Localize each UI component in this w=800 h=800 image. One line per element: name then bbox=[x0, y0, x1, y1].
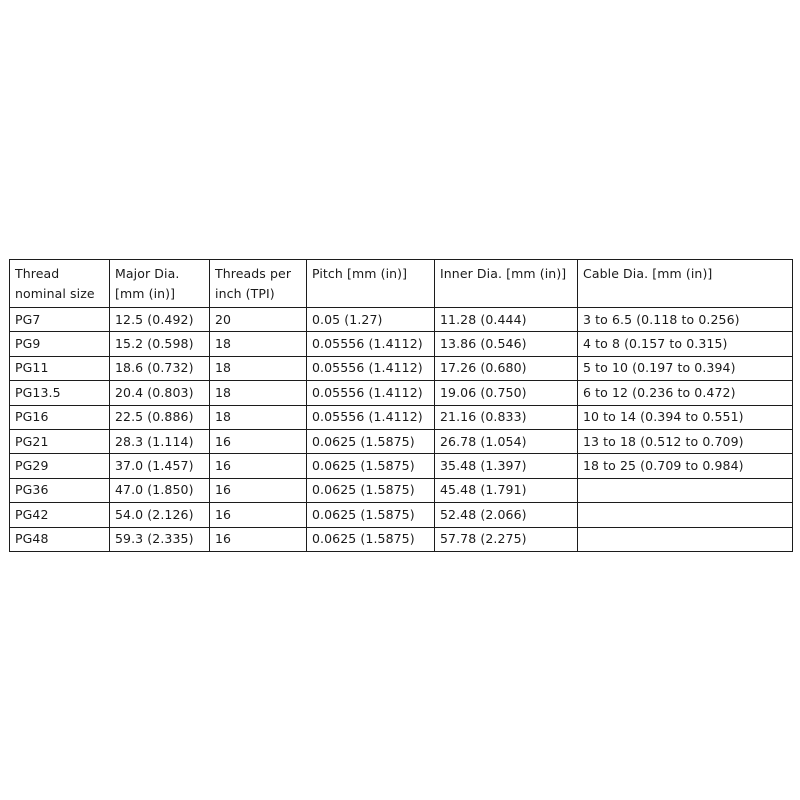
cell-pitch: 0.0625 (1.5875) bbox=[307, 503, 435, 527]
cell-thread-size: PG48 bbox=[10, 527, 110, 551]
cell-pitch: 0.0625 (1.5875) bbox=[307, 527, 435, 551]
cell-pitch: 0.05556 (1.4112) bbox=[307, 405, 435, 429]
cell-tpi: 16 bbox=[210, 478, 307, 502]
cell-inner-dia: 52.48 (2.066) bbox=[435, 503, 578, 527]
table-row bbox=[10, 503, 793, 527]
cell-tpi: 20 bbox=[210, 308, 307, 332]
cell-major-dia: 12.5 (0.492) bbox=[110, 308, 210, 332]
cell-inner-dia: 57.78 (2.275) bbox=[435, 527, 578, 551]
cell-major-dia: 54.0 (2.126) bbox=[110, 503, 210, 527]
cell-thread-size: PG9 bbox=[10, 332, 110, 356]
cell-cable-dia: 13 to 18 (0.512 to 0.709) bbox=[578, 429, 793, 453]
cell-inner-dia: 17.26 (0.680) bbox=[435, 356, 578, 380]
table-body bbox=[10, 308, 793, 552]
header-pitch: Pitch [mm (in)] bbox=[307, 260, 435, 308]
cell-inner-dia: 26.78 (1.054) bbox=[435, 429, 578, 453]
cell-major-dia: 18.6 (0.732) bbox=[110, 356, 210, 380]
cell-cable-dia: 10 to 14 (0.394 to 0.551) bbox=[578, 405, 793, 429]
cell-inner-dia: 21.16 (0.833) bbox=[435, 405, 578, 429]
cell-pitch: 0.0625 (1.5875) bbox=[307, 478, 435, 502]
cell-pitch: 0.05556 (1.4112) bbox=[307, 332, 435, 356]
table-row bbox=[10, 356, 793, 380]
table-row bbox=[10, 478, 793, 502]
header-major-dia: Major Dia. [mm (in)] bbox=[110, 260, 210, 308]
cell-cable-dia bbox=[578, 478, 793, 502]
header-thread-nominal-size: Thread nominal size bbox=[10, 260, 110, 308]
cell-major-dia: 59.3 (2.335) bbox=[110, 527, 210, 551]
cell-pitch: 0.05556 (1.4112) bbox=[307, 356, 435, 380]
cell-cable-dia: 5 to 10 (0.197 to 0.394) bbox=[578, 356, 793, 380]
cell-major-dia: 20.4 (0.803) bbox=[110, 381, 210, 405]
table-row bbox=[10, 454, 793, 478]
table-row bbox=[10, 405, 793, 429]
table-row bbox=[10, 332, 793, 356]
cell-major-dia: 47.0 (1.850) bbox=[110, 478, 210, 502]
cell-pitch: 0.05 (1.27) bbox=[307, 308, 435, 332]
cell-major-dia: 22.5 (0.886) bbox=[110, 405, 210, 429]
cell-inner-dia: 11.28 (0.444) bbox=[435, 308, 578, 332]
cell-thread-size: PG21 bbox=[10, 429, 110, 453]
cell-thread-size: PG29 bbox=[10, 454, 110, 478]
cell-inner-dia: 35.48 (1.397) bbox=[435, 454, 578, 478]
cell-tpi: 18 bbox=[210, 405, 307, 429]
cell-tpi: 18 bbox=[210, 332, 307, 356]
table-row bbox=[10, 527, 793, 551]
cell-major-dia: 15.2 (0.598) bbox=[110, 332, 210, 356]
cell-pitch: 0.0625 (1.5875) bbox=[307, 454, 435, 478]
cell-tpi: 18 bbox=[210, 356, 307, 380]
cell-inner-dia: 19.06 (0.750) bbox=[435, 381, 578, 405]
cell-thread-size: PG11 bbox=[10, 356, 110, 380]
pg-thread-table-container bbox=[9, 259, 792, 552]
cell-thread-size: PG7 bbox=[10, 308, 110, 332]
cell-cable-dia: 6 to 12 (0.236 to 0.472) bbox=[578, 381, 793, 405]
cell-thread-size: PG42 bbox=[10, 503, 110, 527]
table-row bbox=[10, 308, 793, 332]
cell-cable-dia: 18 to 25 (0.709 to 0.984) bbox=[578, 454, 793, 478]
cell-thread-size: PG16 bbox=[10, 405, 110, 429]
cell-inner-dia: 45.48 (1.791) bbox=[435, 478, 578, 502]
cell-pitch: 0.05556 (1.4112) bbox=[307, 381, 435, 405]
header-cable-dia: Cable Dia. [mm (in)] bbox=[578, 260, 793, 308]
cell-major-dia: 37.0 (1.457) bbox=[110, 454, 210, 478]
cell-tpi: 16 bbox=[210, 527, 307, 551]
header-threads-per-inch: Threads per inch (TPI) bbox=[210, 260, 307, 308]
cell-thread-size: PG36 bbox=[10, 478, 110, 502]
cell-tpi: 16 bbox=[210, 454, 307, 478]
cell-pitch: 0.0625 (1.5875) bbox=[307, 429, 435, 453]
cell-tpi: 16 bbox=[210, 503, 307, 527]
cell-thread-size: PG13.5 bbox=[10, 381, 110, 405]
pg-thread-table bbox=[9, 259, 793, 552]
cell-tpi: 18 bbox=[210, 381, 307, 405]
table-row bbox=[10, 429, 793, 453]
cell-inner-dia: 13.86 (0.546) bbox=[435, 332, 578, 356]
cell-cable-dia bbox=[578, 527, 793, 551]
cell-cable-dia: 4 to 8 (0.157 to 0.315) bbox=[578, 332, 793, 356]
cell-cable-dia: 3 to 6.5 (0.118 to 0.256) bbox=[578, 308, 793, 332]
header-inner-dia: Inner Dia. [mm (in)] bbox=[435, 260, 578, 308]
cell-cable-dia bbox=[578, 503, 793, 527]
cell-major-dia: 28.3 (1.114) bbox=[110, 429, 210, 453]
cell-tpi: 16 bbox=[210, 429, 307, 453]
table-row bbox=[10, 381, 793, 405]
table-header-row bbox=[10, 260, 793, 308]
